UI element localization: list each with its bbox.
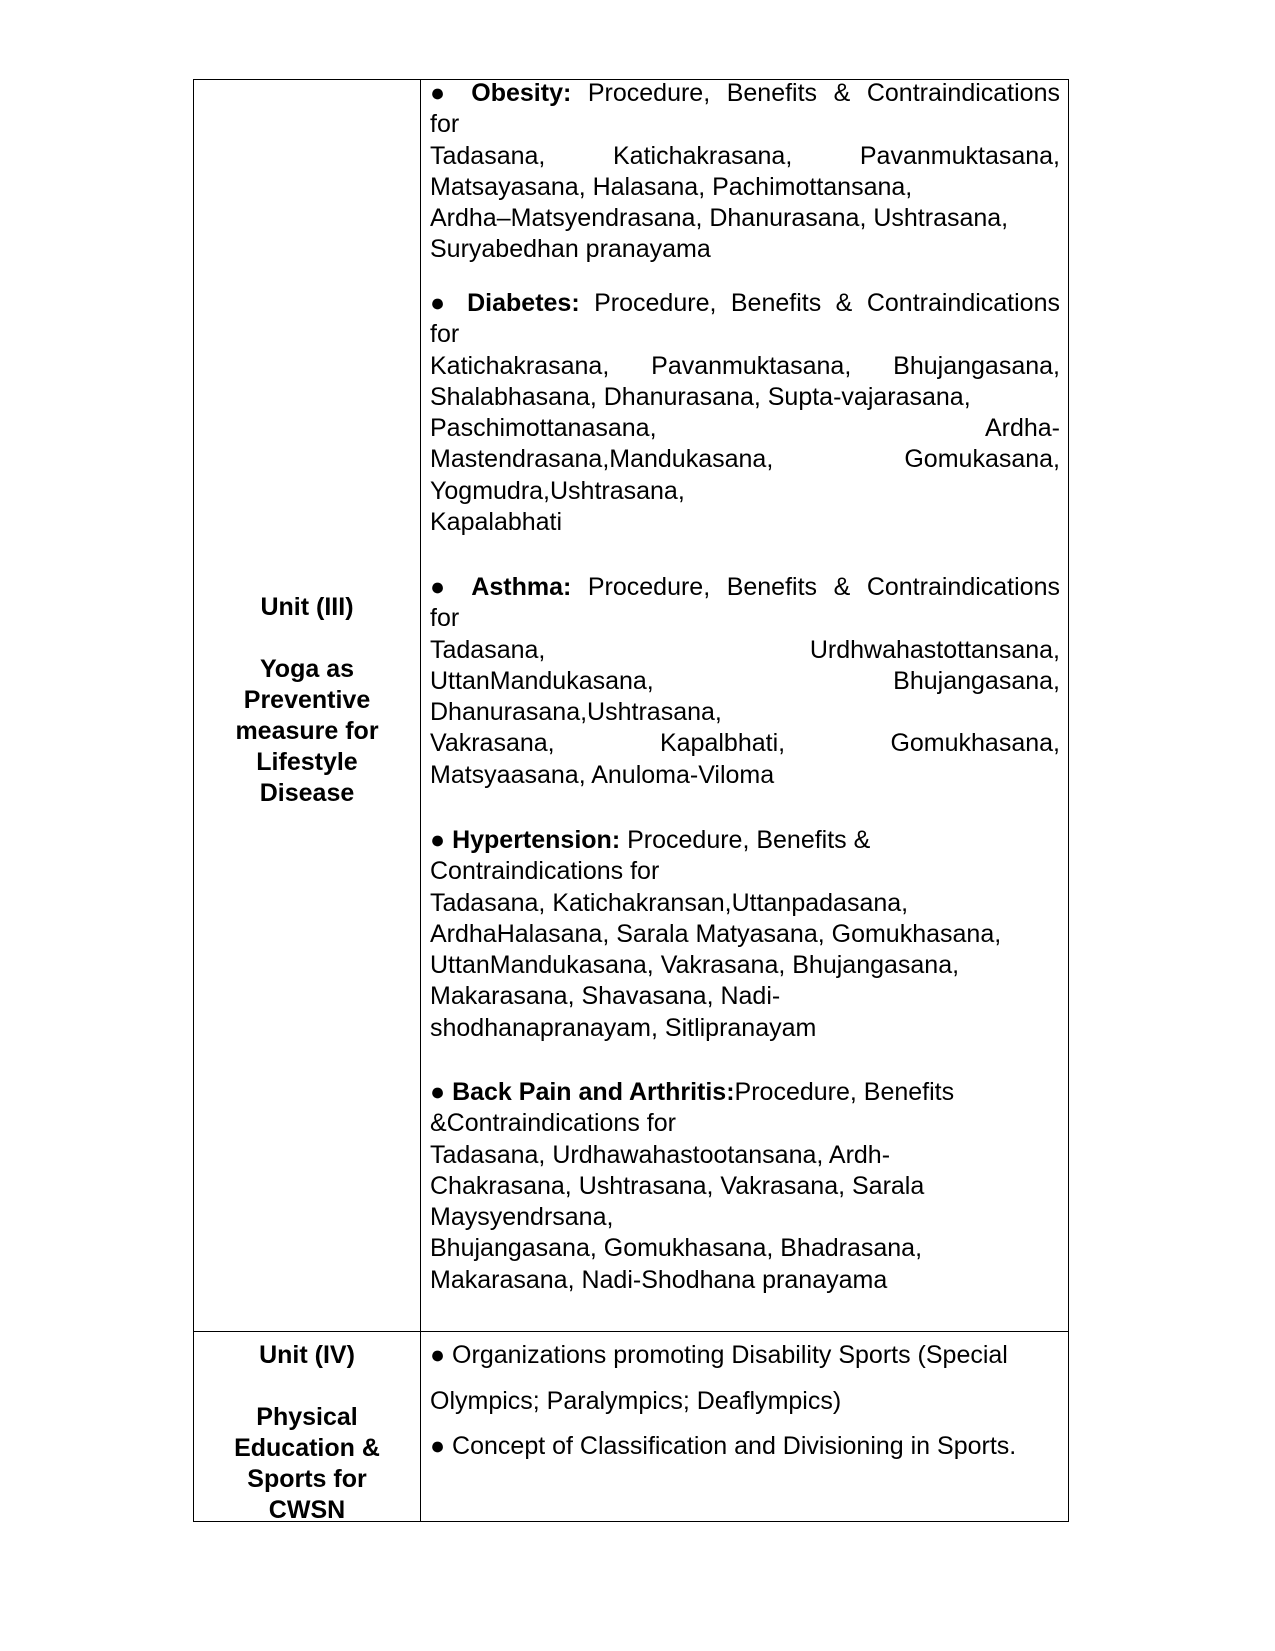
topic-line: Matsyaasana, Anuloma-Viloma	[430, 760, 775, 789]
topic-line: for	[430, 320, 460, 349]
bullet: ●	[430, 1341, 446, 1369]
topic-line: Bhujangasana, Gomukhasana, Bhadrasana,	[430, 1234, 923, 1263]
topic-line: UttanMandukasana, Bhujangasana,	[430, 666, 1060, 695]
topic-line: Contraindications for	[430, 857, 660, 886]
topic-line	[430, 825, 1060, 856]
item-line	[430, 1431, 1060, 1462]
row-divider	[194, 1331, 1068, 1332]
topic-line: Mastendrasana,Mandukasana, Gomukasana,	[430, 445, 1060, 474]
bullet: ●	[430, 79, 455, 107]
topic-asthma	[430, 572, 1060, 791]
unit-3-title: Yoga as Preventive measure for Lifestyle Disease	[235, 655, 379, 807]
bullet: ●	[430, 289, 453, 317]
topic-text: Procedure, Benefits	[734, 1078, 955, 1106]
topic-line: for	[430, 604, 460, 633]
topic-line: for	[430, 110, 460, 139]
topic-text: Procedure, Benefits & Contraindications	[571, 79, 1060, 107]
topic-label: Asthma:	[471, 573, 572, 601]
topic-line: Yogmudra,Ushtrasana,	[430, 476, 685, 505]
list-item	[430, 1340, 1060, 1417]
topic-text: Procedure, Benefits & Contraindications	[579, 289, 1060, 317]
topic-line	[430, 288, 1060, 319]
topic-line: Kapalabhati	[430, 508, 563, 537]
item-text: Organizations promoting Disability Sports (Special	[445, 1341, 1008, 1369]
unit-4-heading: Unit (IV)	[259, 1341, 355, 1369]
topic-line: Maysyendrsana,	[430, 1203, 614, 1232]
unit-3-cell	[194, 592, 420, 809]
topic-line: Dhanurasana,Ushtrasana,	[430, 698, 722, 727]
unit-3-heading: Unit (III)	[260, 593, 354, 621]
topic-line	[430, 78, 1060, 109]
bullet: ●	[430, 826, 446, 854]
item-text: Concept of Classification and Divisioning in Sports.	[445, 1432, 1017, 1460]
topic-line: Matsayasana, Halasana, Pachimottansana,	[430, 172, 913, 201]
topic-label: Diabetes:	[467, 289, 580, 317]
topic-line: Chakrasana, Ushtrasana, Vakrasana, Sarala	[430, 1171, 925, 1200]
topic-line: Tadasana, Katichakransan,Uttanpadasana,	[430, 888, 909, 917]
topic-line: Ardha–Matsyendrasana, Dhanurasana, Ushtrasana,	[430, 204, 1009, 233]
unit-4-cell	[194, 1340, 420, 1526]
item-line	[430, 1340, 1060, 1371]
topic-line: Shalabhasana, Dhanurasana, Supta-vajarasana,	[430, 382, 971, 411]
item-line: Olympics; Paralympics; Deaflympics)	[430, 1387, 842, 1415]
topic-line: Vakrasana, Kapalbhati, Gomukhasana,	[430, 729, 1060, 758]
topic-line	[430, 572, 1060, 603]
topic-diabetes	[430, 288, 1060, 538]
bullet: ●	[430, 1078, 446, 1106]
topic-line: Tadasana, Urdhwahastottansana,	[430, 635, 1060, 664]
bullet: ●	[430, 1432, 446, 1460]
topic-line: Makarasana, Shavasana, Nadi-	[430, 982, 781, 1011]
topic-text: Procedure, Benefits &	[620, 826, 871, 854]
topic-line: &Contraindications for	[430, 1109, 676, 1138]
topic-hypertension	[430, 825, 1060, 1044]
topic-label: Obesity:	[471, 79, 572, 107]
unit-4-title: Physical Education & Sports for CWSN	[234, 1403, 380, 1524]
topic-line	[430, 1077, 1060, 1108]
topic-back-pain-arthritis	[430, 1077, 1060, 1296]
topic-line: Makarasana, Nadi-Shodhana pranayama	[430, 1265, 888, 1294]
topic-line: Katichakrasana, Pavanmuktasana, Bhujangasana,	[430, 351, 1060, 380]
topic-line: UttanMandukasana, Vakrasana, Bhujangasana,	[430, 951, 960, 980]
topic-label: Hypertension:	[452, 826, 621, 854]
topic-obesity	[430, 78, 1060, 266]
topic-line: Tadasana, Katichakrasana, Pavanmuktasana,	[430, 141, 1060, 170]
syllabus-table	[193, 79, 1069, 1522]
topic-line: Paschimottanasana, Ardha-	[430, 414, 1060, 443]
topic-line: Suryabedhan pranayama	[430, 235, 711, 264]
column-divider	[420, 80, 421, 1521]
topic-line: ArdhaHalasana, Sarala Matyasana, Gomukhasana,	[430, 919, 1002, 948]
list-item	[430, 1431, 1060, 1462]
topic-line: shodhanapranayam, Sitlipranayam	[430, 1013, 817, 1042]
topic-label: Back Pain and Arthritis:	[452, 1078, 735, 1106]
bullet: ●	[430, 573, 455, 601]
topic-line: Tadasana, Urdhawahastootansana, Ardh-	[430, 1140, 891, 1169]
topic-text: Procedure, Benefits & Contraindications	[571, 573, 1060, 601]
